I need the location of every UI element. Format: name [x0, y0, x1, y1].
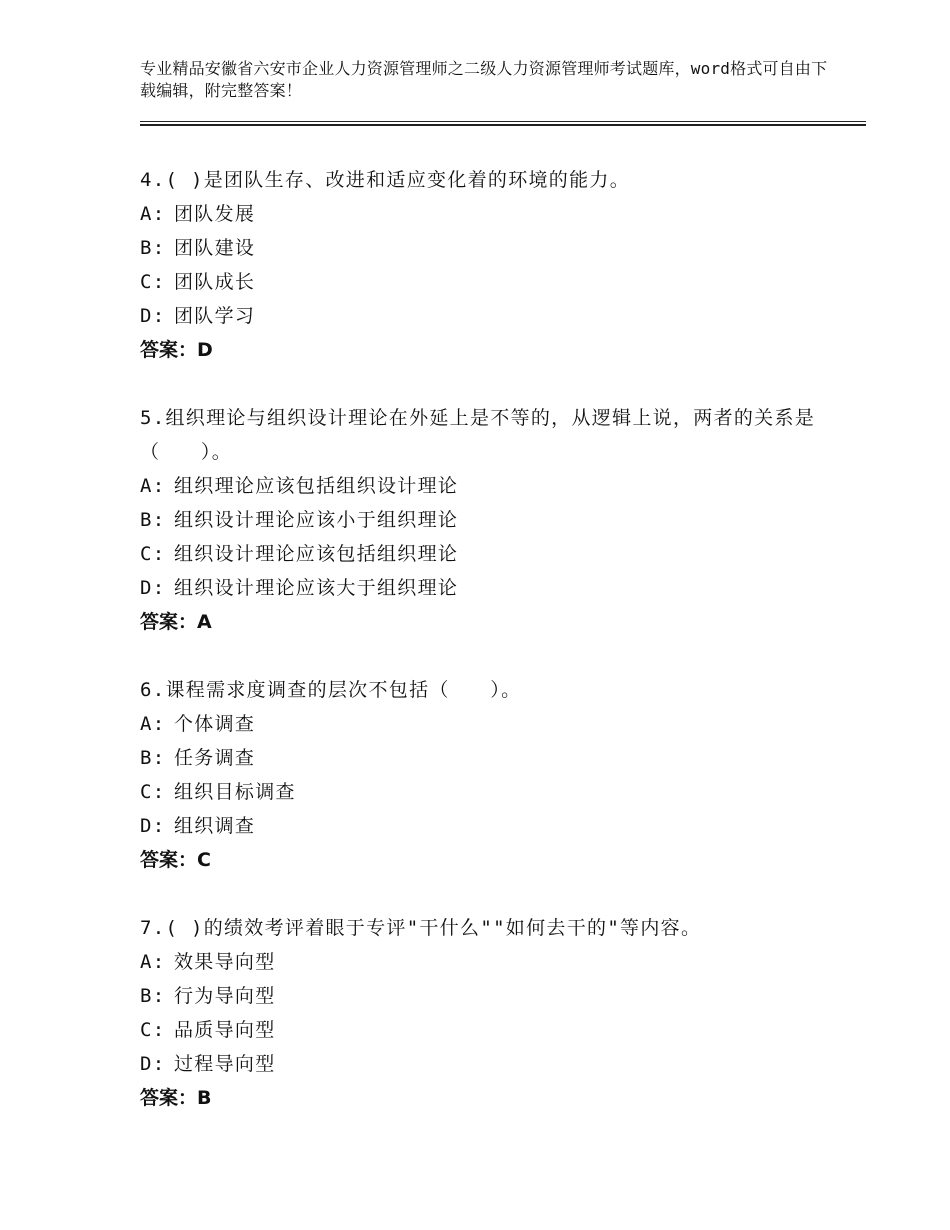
- answer-line: [140, 843, 820, 877]
- option-key: C:: [140, 543, 166, 565]
- header-divider-thin: [140, 121, 866, 122]
- option-key: C:: [140, 1019, 166, 1041]
- question-7: [140, 911, 820, 1115]
- option-text: 组织设计理论应该大于组织理论: [174, 577, 459, 599]
- answer-value: B: [197, 1087, 212, 1109]
- option-b: [140, 979, 820, 1013]
- answer-line: [140, 605, 820, 639]
- option-d: [140, 809, 820, 843]
- answer-value: C: [197, 849, 211, 871]
- option-key: C:: [140, 271, 166, 293]
- option-d: [140, 299, 820, 333]
- option-key: A:: [140, 475, 166, 497]
- question-stem: 6.课程需求度调查的层次不包括（ ）。: [140, 679, 522, 701]
- header-divider-thick: [140, 124, 866, 126]
- question-stem: 4.( )是团队生存、改进和适应变化着的环境的能力。: [140, 169, 630, 191]
- option-key: D:: [140, 577, 166, 599]
- answer-label: 答案：: [140, 339, 198, 361]
- option-text: 组织设计理论应该小于组织理论: [174, 509, 459, 531]
- answer-line: [140, 1081, 820, 1115]
- option-text: 行为导向型: [174, 985, 276, 1007]
- option-key: A:: [140, 951, 166, 973]
- question-list: [140, 163, 820, 1149]
- answer-line: [140, 333, 820, 367]
- option-text: 过程导向型: [174, 1053, 276, 1075]
- option-text: 个体调查: [174, 713, 256, 735]
- header-text: 专业精品安徽省六安市企业人力资源管理师之二级人力资源管理师考试题库，word格式可自由下载编辑，附完整答案！: [140, 59, 828, 100]
- option-key: A:: [140, 203, 166, 225]
- answer-value: D: [197, 339, 213, 361]
- answer-value: A: [197, 611, 212, 633]
- option-c: [140, 1013, 820, 1047]
- option-a: [140, 707, 820, 741]
- option-text: 团队学习: [174, 305, 256, 327]
- question-4: [140, 163, 820, 367]
- question-6: [140, 673, 820, 877]
- option-text: 团队发展: [174, 203, 256, 225]
- option-c: [140, 537, 820, 571]
- answer-label: 答案：: [140, 849, 198, 871]
- question-stem: 5.组织理论与组织设计理论在外延上是不等的，从逻辑上说，两者的关系是（ ）。: [140, 407, 816, 463]
- option-key: B:: [140, 985, 166, 1007]
- option-d: [140, 571, 820, 605]
- option-text: 团队建设: [174, 237, 256, 259]
- option-a: [140, 197, 820, 231]
- option-text: 任务调查: [174, 747, 256, 769]
- option-d: [140, 1047, 820, 1081]
- option-c: [140, 265, 820, 299]
- option-key: C:: [140, 781, 166, 803]
- option-text: 团队成长: [174, 271, 256, 293]
- option-b: [140, 503, 820, 537]
- answer-label: 答案：: [140, 611, 198, 633]
- option-b: [140, 231, 820, 265]
- document-header: [140, 58, 830, 102]
- option-c: [140, 775, 820, 809]
- option-text: 组织设计理论应该包括组织理论: [174, 543, 459, 565]
- option-text: 组织目标调查: [174, 781, 296, 803]
- option-key: D:: [140, 1053, 166, 1075]
- option-text: 组织调查: [174, 815, 256, 837]
- option-b: [140, 741, 820, 775]
- option-key: B:: [140, 237, 166, 259]
- option-text: 组织理论应该包括组织设计理论: [174, 475, 459, 497]
- option-a: [140, 469, 820, 503]
- answer-label: 答案：: [140, 1087, 198, 1109]
- option-text: 效果导向型: [174, 951, 276, 973]
- option-a: [140, 945, 820, 979]
- option-key: A:: [140, 713, 166, 735]
- question-stem: 7.( )的绩效考评着眼于专评"干什么""如何去干的"等内容。: [140, 917, 702, 939]
- option-key: D:: [140, 815, 166, 837]
- option-key: D:: [140, 305, 166, 327]
- option-key: B:: [140, 509, 166, 531]
- option-key: B:: [140, 747, 166, 769]
- option-text: 品质导向型: [174, 1019, 276, 1041]
- question-5: [140, 401, 820, 639]
